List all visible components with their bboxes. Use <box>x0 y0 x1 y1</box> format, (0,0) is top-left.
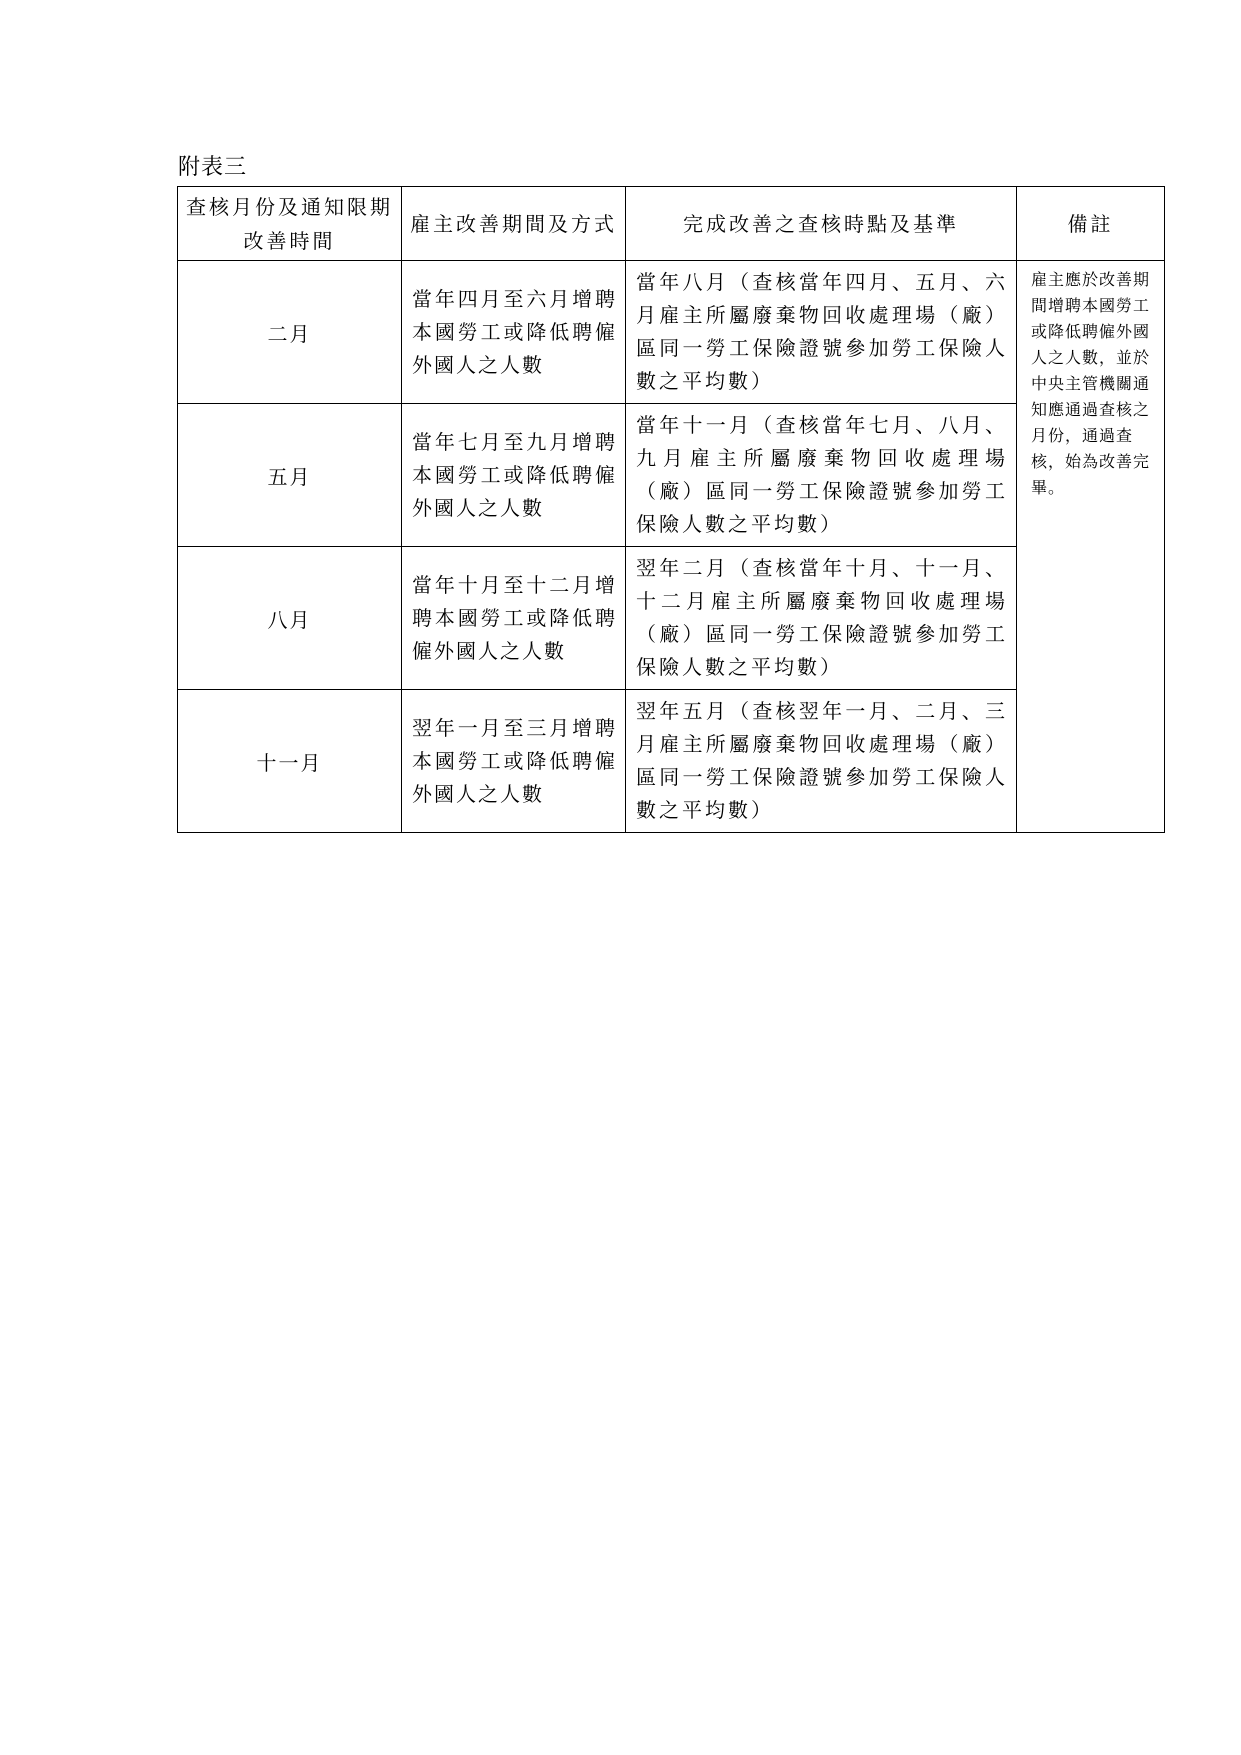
cell-month: 八月 <box>178 547 402 690</box>
cell-method: 翌年一月至三月增聘本國勞工或降低聘僱外國人之人數 <box>402 690 626 833</box>
cell-month: 十一月 <box>178 690 402 833</box>
cell-method: 當年七月至九月增聘本國勞工或降低聘僱外國人之人數 <box>402 404 626 547</box>
cell-basis: 翌年五月（查核翌年一月、二月、三月雇主所屬廢棄物回收處理場（廠）區同一勞工保險證號參加勞工保險人數之平均數） <box>626 690 1017 833</box>
table-row <box>178 261 1165 404</box>
table-row <box>178 690 1165 833</box>
header-improvement-method: 雇主改善期間及方式 <box>402 187 626 261</box>
header-inspection-basis: 完成改善之查核時點及基準 <box>626 187 1017 261</box>
cell-method: 當年十月至十二月增聘本國勞工或降低聘僱外國人之人數 <box>402 547 626 690</box>
table-caption: 附表三 <box>178 155 248 180</box>
cell-basis: 當年八月（查核當年四月、五月、六月雇主所屬廢棄物回收處理場（廠）區同一勞工保險證號參加勞工保險人數之平均數） <box>626 261 1017 404</box>
cell-month: 五月 <box>178 404 402 547</box>
header-row <box>178 187 1165 261</box>
cell-method: 當年四月至六月增聘本國勞工或降低聘僱外國人之人數 <box>402 261 626 404</box>
improvement-schedule-table <box>177 186 1165 833</box>
cell-remarks: 雇主應於改善期間增聘本國勞工或降低聘僱外國人之人數，並於中央主管機關通知應通過查核之月份，通過查核，始為改善完畢。 <box>1017 261 1165 833</box>
cell-month: 二月 <box>178 261 402 404</box>
table-row <box>178 547 1165 690</box>
cell-basis: 翌年二月（查核當年十月、十一月、十二月雇主所屬廢棄物回收處理場（廠）區同一勞工保險證號參加勞工保險人數之平均數） <box>626 547 1017 690</box>
table-row <box>178 404 1165 547</box>
cell-basis: 當年十一月（查核當年七月、八月、九月雇主所屬廢棄物回收處理場（廠）區同一勞工保險證號參加勞工保險人數之平均數） <box>626 404 1017 547</box>
header-remarks: 備註 <box>1017 187 1165 261</box>
header-inspection-month: 查核月份及通知限期改善時間 <box>178 187 402 261</box>
